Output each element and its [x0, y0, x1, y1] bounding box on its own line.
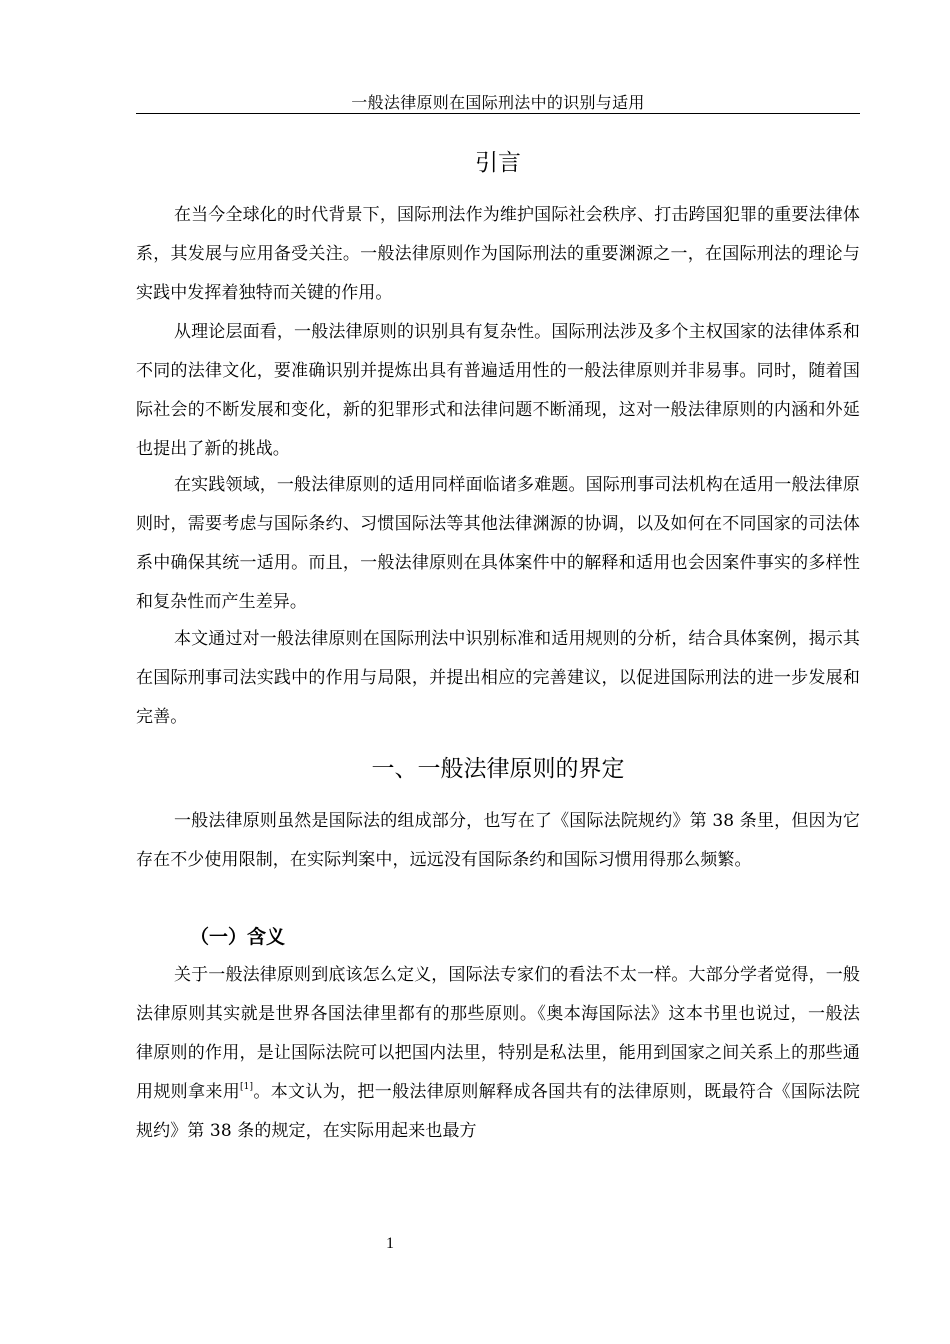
subsection-1-paragraph [136, 956, 860, 1151]
intro-paragraph-1: 在当今全球化的时代背景下，国际刑法作为维护国际社会秩序、打击跨国犯罪的重要法律体系，其发展与应用备受关注。一般法律原则作为国际刑法的重要渊源之一，在国际刑法的理论与实践中发挥着独特而关键的作用。 [136, 205, 860, 303]
page-number: 1 [386, 1235, 394, 1252]
header-rule [136, 113, 860, 114]
subsection-1-text-b: 。本文认为，把一般法律原则解释成各国共有的法律原则，既最符合《国际法院规约》第 38 条的规定，在实际用起来也最方 [136, 1082, 860, 1141]
intro-paragraph-2: 从理论层面看，一般法律原则的识别具有复杂性。国际刑法涉及多个主权国家的法律体系和不同的法律文化，要准确识别并提炼出具有普遍适用性的一般法律原则并非易事。同时，随着国际社会的不断发展和变化，新的犯罪形式和法律问题不断涌现，这对一般法律原则的内涵和外延也提出了新的挑战。 [136, 322, 860, 459]
intro-paragraph-3: 在实践领域，一般法律原则的适用同样面临诸多难题。国际刑事司法机构在适用一般法律原则时，需要考虑与国际条约、习惯国际法等其他法律渊源的协调，以及如何在不同国家的司法体系中确保其统一适用。而且，一般法律原则在具体案件中的解释和适用也会因案件事实的多样性和复杂性而产生差异。 [136, 475, 860, 612]
intro-heading: 引言 [475, 150, 521, 176]
section-1-heading: 一、一般法律原则的界定 [371, 756, 625, 782]
footnote-reference[interactable]: [1] [240, 1082, 254, 1092]
running-header: 一般法律原则在国际刑法中的识别与适用 [351, 93, 645, 112]
section-1-paragraph: 一般法律原则虽然是国际法的组成部分，也写在了《国际法院规约》第 38 条里，但因为它存在不少使用限制，在实际判案中，远远没有国际条约和国际习惯用得那么频繁。 [136, 811, 860, 870]
subsection-1-text-a: 关于一般法律原则到底该怎么定义，国际法专家们的看法不太一样。大部分学者觉得，一般法律原则其实就是世界各国法律里都有的那些原则。《奥本海国际法》这本书里也说过，一般法律原则的作用，是让国际法院可以把国内法里，特别是私法里，能用到国家之间关系上的那些通用规则拿来用 [136, 965, 860, 1102]
intro-paragraph-4: 本文通过对一般法律原则在国际刑法中识别标准和适用规则的分析，结合具体案例，揭示其在国际刑事司法实践中的作用与局限，并提出相应的完善建议，以促进国际刑法的进一步发展和完善。 [136, 629, 860, 727]
subsection-1-heading: （一）含义 [190, 926, 286, 948]
